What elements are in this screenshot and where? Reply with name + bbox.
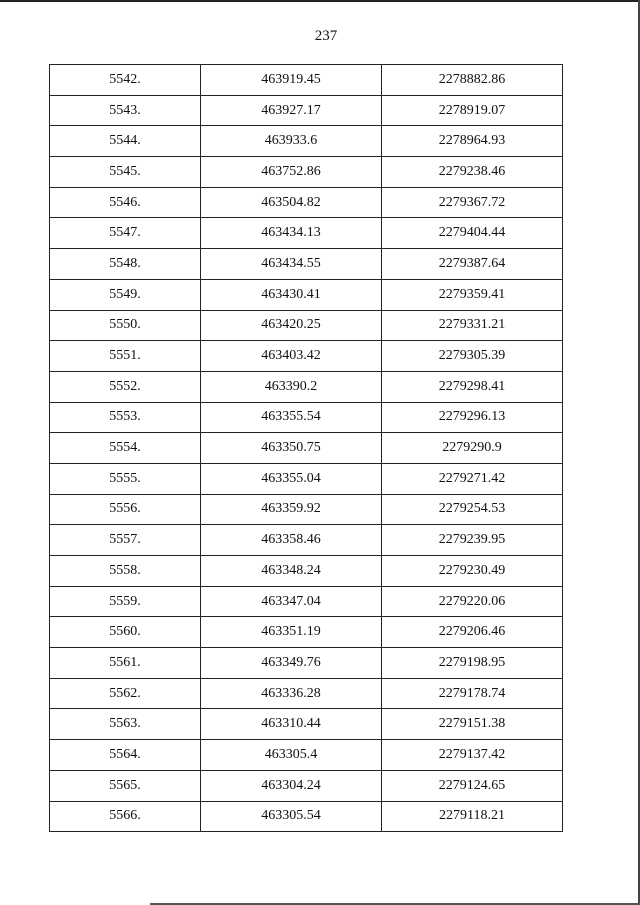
x-coordinate-cell: 463355.54	[201, 402, 382, 433]
table-row	[50, 433, 563, 464]
y-coordinate-cell: 2279239.95	[382, 525, 563, 556]
table-row	[50, 463, 563, 494]
x-coordinate-cell: 463351.19	[201, 617, 382, 648]
table-row	[50, 494, 563, 525]
y-coordinate-cell: 2279305.39	[382, 341, 563, 372]
table-row	[50, 617, 563, 648]
table-row	[50, 341, 563, 372]
table-row	[50, 95, 563, 126]
y-coordinate-cell: 2278964.93	[382, 126, 563, 157]
x-coordinate-cell: 463919.45	[201, 65, 382, 96]
table-row	[50, 678, 563, 709]
row-index-cell: 5558.	[50, 556, 201, 587]
row-index-cell: 5545.	[50, 157, 201, 188]
x-coordinate-cell: 463927.17	[201, 95, 382, 126]
x-coordinate-cell: 463349.76	[201, 648, 382, 679]
y-coordinate-cell: 2279387.64	[382, 249, 563, 280]
row-index-cell: 5551.	[50, 341, 201, 372]
row-index-cell: 5563.	[50, 709, 201, 740]
y-coordinate-cell: 2279359.41	[382, 279, 563, 310]
table-row	[50, 126, 563, 157]
table-row	[50, 310, 563, 341]
y-coordinate-cell: 2278882.86	[382, 65, 563, 96]
x-coordinate-cell: 463933.6	[201, 126, 382, 157]
y-coordinate-cell: 2279238.46	[382, 157, 563, 188]
page-edge-top	[0, 0, 640, 2]
row-index-cell: 5566.	[50, 801, 201, 832]
page-number: 237	[314, 28, 338, 44]
row-index-cell: 5548.	[50, 249, 201, 280]
row-index-cell: 5561.	[50, 648, 201, 679]
table-row	[50, 279, 563, 310]
x-coordinate-cell: 463430.41	[201, 279, 382, 310]
table-row	[50, 586, 563, 617]
y-coordinate-cell: 2279271.42	[382, 463, 563, 494]
table-row	[50, 770, 563, 801]
x-coordinate-cell: 463359.92	[201, 494, 382, 525]
y-coordinate-cell: 2279404.44	[382, 218, 563, 249]
row-index-cell: 5557.	[50, 525, 201, 556]
x-coordinate-cell: 463390.2	[201, 371, 382, 402]
row-index-cell: 5544.	[50, 126, 201, 157]
y-coordinate-cell: 2279124.65	[382, 770, 563, 801]
table-row	[50, 740, 563, 771]
y-coordinate-cell: 2279290.9	[382, 433, 563, 464]
y-coordinate-cell: 2279206.46	[382, 617, 563, 648]
y-coordinate-cell: 2279367.72	[382, 187, 563, 218]
row-index-cell: 5564.	[50, 740, 201, 771]
x-coordinate-cell: 463336.28	[201, 678, 382, 709]
y-coordinate-cell: 2278919.07	[382, 95, 563, 126]
row-index-cell: 5565.	[50, 770, 201, 801]
table-row	[50, 402, 563, 433]
y-coordinate-cell: 2279118.21	[382, 801, 563, 832]
x-coordinate-cell: 463434.55	[201, 249, 382, 280]
row-index-cell: 5550.	[50, 310, 201, 341]
x-coordinate-cell: 463752.86	[201, 157, 382, 188]
x-coordinate-cell: 463434.13	[201, 218, 382, 249]
table-row	[50, 371, 563, 402]
y-coordinate-cell: 2279296.13	[382, 402, 563, 433]
row-index-cell: 5542.	[50, 65, 201, 96]
y-coordinate-cell: 2279151.38	[382, 709, 563, 740]
y-coordinate-cell: 2279230.49	[382, 556, 563, 587]
row-index-cell: 5559.	[50, 586, 201, 617]
y-coordinate-cell: 2279198.95	[382, 648, 563, 679]
y-coordinate-cell: 2279298.41	[382, 371, 563, 402]
row-index-cell: 5552.	[50, 371, 201, 402]
row-index-cell: 5556.	[50, 494, 201, 525]
x-coordinate-cell: 463355.04	[201, 463, 382, 494]
x-coordinate-cell: 463347.04	[201, 586, 382, 617]
table-row	[50, 65, 563, 96]
row-index-cell: 5543.	[50, 95, 201, 126]
table-row	[50, 218, 563, 249]
table-row	[50, 525, 563, 556]
row-index-cell: 5555.	[50, 463, 201, 494]
x-coordinate-cell: 463310.44	[201, 709, 382, 740]
x-coordinate-cell: 463504.82	[201, 187, 382, 218]
y-coordinate-cell: 2279331.21	[382, 310, 563, 341]
x-coordinate-cell: 463420.25	[201, 310, 382, 341]
row-index-cell: 5546.	[50, 187, 201, 218]
table-row	[50, 709, 563, 740]
table-row	[50, 556, 563, 587]
row-index-cell: 5553.	[50, 402, 201, 433]
x-coordinate-cell: 463305.4	[201, 740, 382, 771]
x-coordinate-cell: 463358.46	[201, 525, 382, 556]
y-coordinate-cell: 2279137.42	[382, 740, 563, 771]
coordinates-table	[49, 64, 563, 832]
table-row	[50, 648, 563, 679]
coordinates-table-body	[50, 65, 563, 832]
x-coordinate-cell: 463350.75	[201, 433, 382, 464]
table-row	[50, 157, 563, 188]
table-row	[50, 249, 563, 280]
x-coordinate-cell: 463304.24	[201, 770, 382, 801]
x-coordinate-cell: 463305.54	[201, 801, 382, 832]
y-coordinate-cell: 2279178.74	[382, 678, 563, 709]
x-coordinate-cell: 463403.42	[201, 341, 382, 372]
table-row	[50, 801, 563, 832]
y-coordinate-cell: 2279220.06	[382, 586, 563, 617]
row-index-cell: 5560.	[50, 617, 201, 648]
row-index-cell: 5547.	[50, 218, 201, 249]
y-coordinate-cell: 2279254.53	[382, 494, 563, 525]
row-index-cell: 5549.	[50, 279, 201, 310]
row-index-cell: 5554.	[50, 433, 201, 464]
x-coordinate-cell: 463348.24	[201, 556, 382, 587]
table-row	[50, 187, 563, 218]
row-index-cell: 5562.	[50, 678, 201, 709]
